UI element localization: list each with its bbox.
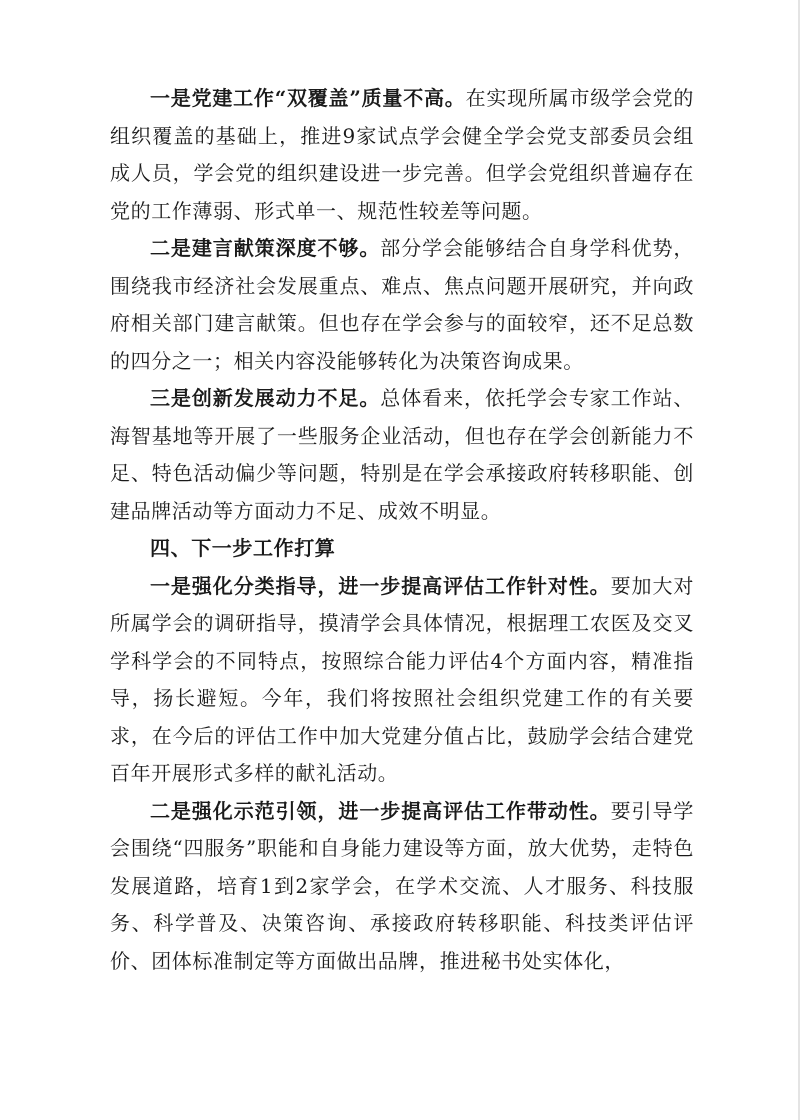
paragraph-lead: 二是建言献策深度不够。 — [150, 236, 381, 260]
paragraph-advice — [110, 230, 694, 380]
paragraph-lead: 二是强化示范引领，进一步提高评估工作带动性。 — [150, 798, 611, 823]
paragraph-lead: 一是党建工作“双覆盖”质量不高。 — [150, 86, 466, 110]
paragraph-lead: 一是强化分类指导，进一步提高评估工作针对性。 — [150, 573, 611, 598]
paragraph-classified-guidance — [110, 568, 694, 793]
paragraph-body: 在实现所属市级学会党的组织覆盖的基础上，推进9家试点学会健全学会党支部委员会组成人员，学会党的组织建设进一步完善。但学会党组织普遍存在党的工作薄弱、形式单一、规范性较差等问题。 — [110, 86, 695, 223]
paragraph-party-building — [110, 80, 694, 230]
paragraph-demonstration — [110, 793, 694, 981]
paragraph-innovation — [110, 380, 694, 530]
paragraph-body: 部分学会能够结合自身学科优势，围绕我市经济社会发展重点、难点、焦点问题开展研究，并向政府相关部门建言献策。但也存在学会参与的面较窄，还不足总数的四分之一；相关内容没能够转化为决策咨询成果。 — [110, 236, 694, 373]
paragraph-body: 要引导学会围绕“四服务”职能和自身能力建设等方面，放大优势，走特色发展道路，培育1到2家学会，在学术交流、人才服务、科技服务、科学普及、决策咨询、承接政府转移职能、科技类评估评价、团体标准制定等方面做出品牌，推进秘书处实体化， — [110, 798, 695, 973]
section-heading: 四、下一步工作打算 — [150, 536, 336, 560]
paragraph-body: 要加大对所属学会的调研指导，摸清学会具体情况，根据理工农医及交叉学科学会的不同特点，按照综合能力评估4个方面内容，精准指导，扬长避短。今年，我们将按照社会组织党建工作的有关要求，在今后的评估工作中加大党建分值占比，鼓励学会结合建党百年开展形式多样的献礼活动。 — [110, 573, 695, 785]
paragraph-body: 总体看来，依托学会专家工作站、海智基地等开展了一些服务企业活动，但也存在学会创新能力不足、特色活动偏少等问题，特别是在学会承接政府转移职能、创建品牌活动等方面动力不足、成效不明显。 — [110, 386, 694, 523]
paragraph-lead: 三是创新发展动力不足。 — [150, 386, 381, 410]
document-body — [110, 80, 694, 980]
